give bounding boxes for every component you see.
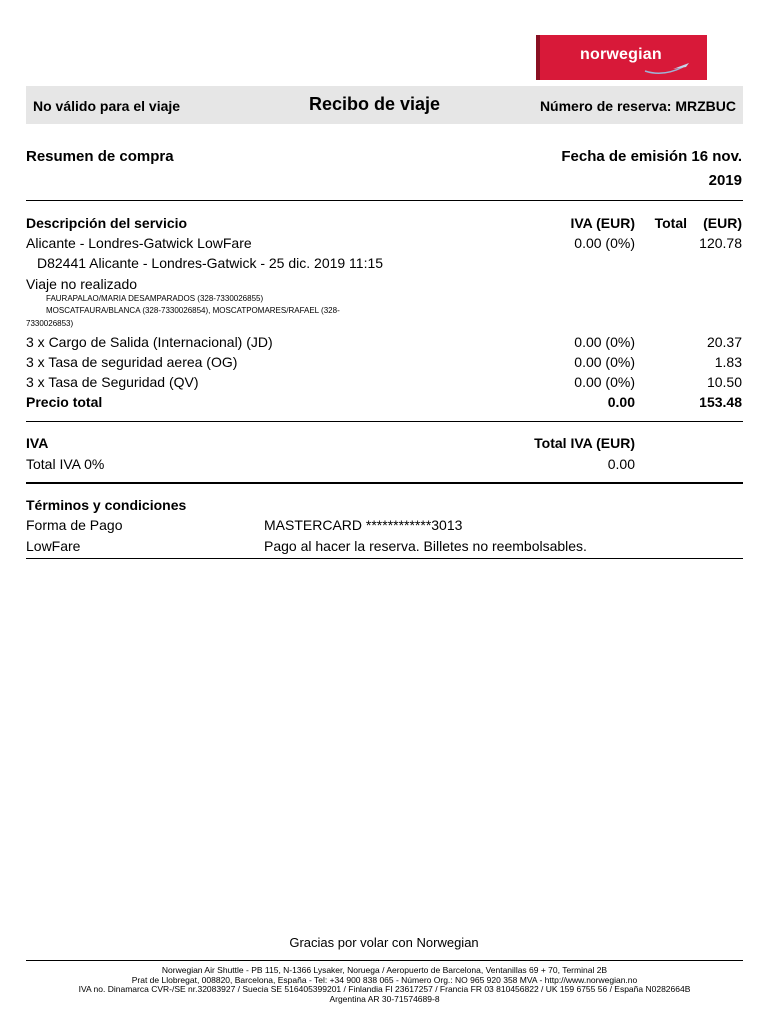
- divider: [26, 421, 743, 422]
- thanks-message: Gracias por volar con Norwegian: [289, 935, 479, 950]
- issue-date-line1: Fecha de emisión 16 nov.: [561, 148, 742, 165]
- total-amount: 153.48: [699, 394, 742, 410]
- item-vat: 0.00 (0%): [574, 354, 635, 370]
- terms-value: MASTERCARD ************3013: [264, 517, 463, 533]
- vat-row-value: 0.00: [607, 456, 635, 472]
- col-description: Descripción del servicio: [26, 215, 188, 231]
- page-title: Recibo de viaje: [309, 94, 441, 114]
- not-valid-label: No válido para el viaje: [33, 98, 181, 114]
- vat-row-label: Total IVA 0%: [26, 456, 105, 472]
- terms-label: LowFare: [26, 538, 81, 554]
- total-label: Precio total: [26, 394, 103, 410]
- item-vat: 0.00 (0%): [574, 374, 635, 390]
- flight-vat: 0.00 (0%): [574, 235, 635, 251]
- flight-segment: D82441 Alicante - Londres-Gatwick - 25 dic. 2019 11:15: [37, 255, 384, 271]
- divider: [26, 960, 743, 961]
- item-total: 20.37: [706, 334, 742, 350]
- reservation-number: Número de reserva: MRZBUC: [539, 98, 736, 114]
- plane-swoosh-icon: [643, 61, 693, 75]
- company-footer: [26, 966, 743, 1004]
- issue-date-line2: 2019: [708, 172, 742, 189]
- item-total: 1.83: [714, 354, 742, 370]
- item-vat: 0.00 (0%): [574, 334, 635, 350]
- col-total: Total: [654, 215, 687, 231]
- footer-line: IVA no. Dinamarca CVR-/SE nr.32083927 / Suecia SE 516405399201 / Finlandia FI 23617257 / Francia FR 03 810456822 / UK 159 6755 56 / España N0282664B: [78, 984, 691, 994]
- passengers-line: MOSCATFAURA/BLANCA (328-7330026854), MOSCATPOMARES/RAFAEL (328-: [46, 306, 340, 315]
- item-label: 3 x Tasa de Seguridad (QV): [26, 374, 199, 390]
- flight-title: Alicante - Londres-Gatwick LowFare: [26, 235, 252, 251]
- total-vat: 0.00: [607, 394, 635, 410]
- vat-col-total: Total IVA (EUR): [534, 435, 635, 451]
- terms-value: Pago al hacer la reserva. Billetes no reembolsables.: [264, 538, 587, 554]
- flight-total: 120.78: [699, 235, 742, 251]
- receipt-header: [26, 86, 743, 124]
- passengers-line: FAURAPALAO/MARIA DESAMPARADOS (328-7330026855): [46, 294, 264, 303]
- flight-status: Viaje no realizado: [26, 276, 138, 292]
- terms-heading: Términos y condiciones: [26, 497, 187, 513]
- divider: [26, 558, 743, 559]
- item-total: 10.50: [706, 374, 742, 390]
- footer-line: Norwegian Air Shuttle - PB 115, N-1366 Lysaker, Noruega / Aeropuerto de Barcelona, Ventanillas 69 + 70, Terminal 2B: [161, 965, 608, 975]
- summary-heading: Resumen de compra: [26, 148, 174, 165]
- footer-line: Argentina AR 30-71574689-8: [329, 993, 440, 1004]
- divider: [26, 482, 743, 484]
- logo-text: norwegian: [580, 46, 662, 63]
- col-vat: IVA (EUR): [570, 215, 635, 231]
- divider: [26, 200, 743, 201]
- terms-label: Forma de Pago: [26, 517, 123, 533]
- item-label: 3 x Cargo de Salida (Internacional) (JD): [26, 334, 273, 350]
- col-currency: (EUR): [703, 215, 742, 231]
- vat-heading: IVA: [26, 435, 49, 451]
- footer-line: Prat de Llobregat, 008820, Barcelona, España - Tel: +34 900 838 065 - Número Org.: NO 965 920 358 MVA - http://www.norwegian.no: [131, 974, 638, 985]
- norwegian-logo: [536, 35, 707, 80]
- item-label: 3 x Tasa de seguridad aerea (OG): [26, 354, 238, 370]
- passengers-line: 7330026853): [26, 319, 74, 328]
